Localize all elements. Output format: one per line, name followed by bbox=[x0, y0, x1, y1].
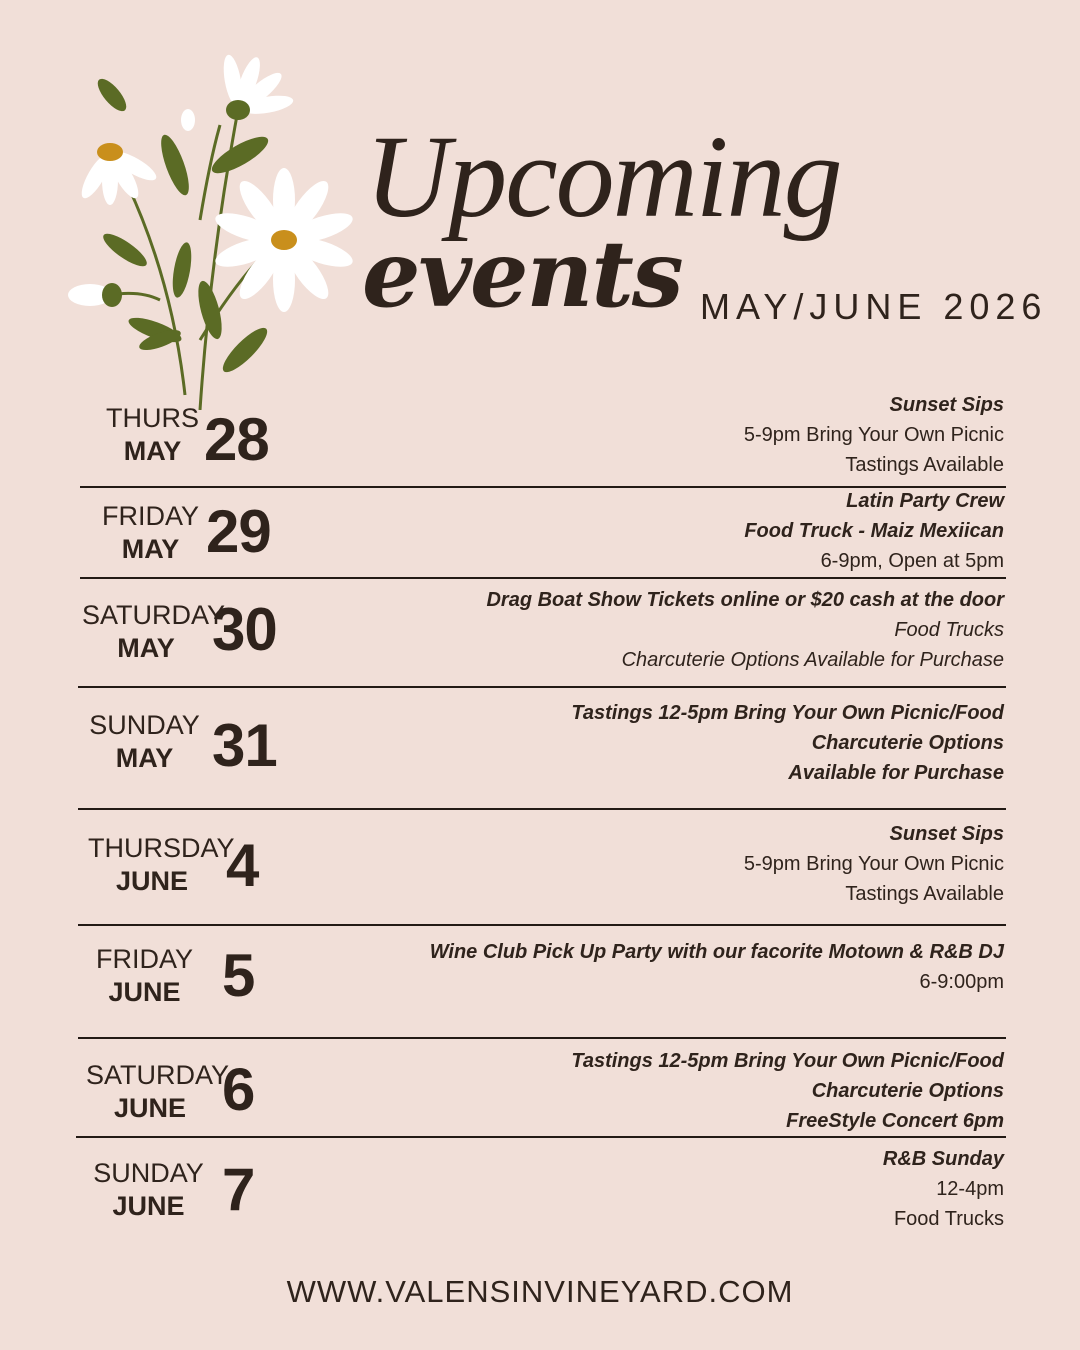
event-month: JUNE bbox=[115, 866, 189, 896]
event-month: MAY bbox=[121, 534, 180, 564]
event-date-number: 28 bbox=[204, 406, 269, 473]
event-weekday: SATURDAY bbox=[86, 1060, 230, 1090]
event-date-number: 30 bbox=[212, 596, 277, 663]
event-line: 5-9pm Bring Your Own Picnic bbox=[743, 853, 1004, 875]
event-details bbox=[486, 585, 1004, 675]
event-details bbox=[571, 1046, 1004, 1136]
event-line: Latin Party Crew bbox=[846, 490, 1004, 512]
event-line: Sunset Sips bbox=[889, 394, 1004, 416]
event-weekday: THURSDAY bbox=[88, 833, 235, 863]
event-details bbox=[744, 819, 1004, 909]
event-date-number: 5 bbox=[222, 942, 255, 1009]
event-details bbox=[430, 937, 1004, 997]
event-date-number: 7 bbox=[222, 1156, 255, 1223]
event-day bbox=[86, 1157, 211, 1223]
event-details bbox=[571, 698, 1004, 788]
event-details bbox=[883, 1144, 1004, 1234]
event-details bbox=[744, 390, 1004, 480]
event-date-number: 29 bbox=[206, 498, 271, 565]
event-line: Food Trucks bbox=[893, 1208, 1004, 1230]
event-day bbox=[86, 1059, 230, 1125]
divider bbox=[78, 924, 1006, 926]
event-line: Tastings Available bbox=[845, 454, 1004, 476]
divider bbox=[80, 577, 1006, 579]
event-weekday: SUNDAY bbox=[89, 710, 200, 740]
event-day bbox=[82, 943, 207, 1009]
event-weekday: THURS bbox=[106, 403, 199, 433]
event-day bbox=[88, 500, 213, 566]
event-weekday: SATURDAY bbox=[82, 600, 226, 630]
event-weekday: FRIDAY bbox=[101, 501, 199, 531]
event-day bbox=[82, 709, 207, 775]
date-range-subtitle: MAY/JUNE 2026 bbox=[700, 286, 1048, 327]
event-line: Sunset Sips bbox=[889, 823, 1004, 845]
event-line: R&B Sunday bbox=[882, 1148, 1004, 1170]
event-line: Tastings Available bbox=[845, 883, 1004, 905]
event-weekday: FRIDAY bbox=[95, 944, 193, 974]
event-line: Charcuterie Options bbox=[811, 1080, 1004, 1102]
event-month: JUNE bbox=[108, 977, 181, 1007]
event-line: Drag Boat Show Tickets online or $20 cash at the door bbox=[486, 589, 1004, 611]
event-day bbox=[82, 599, 226, 665]
event-date-number: 4 bbox=[226, 832, 259, 899]
page-title-events: events bbox=[362, 220, 682, 328]
event-month: MAY bbox=[117, 633, 175, 663]
event-line: Charcuterie Options bbox=[811, 732, 1004, 754]
event-month: MAY bbox=[115, 743, 174, 773]
website-link[interactable]: WWW.VALENSINVINEYARD.COM bbox=[286, 1274, 794, 1309]
divider bbox=[78, 808, 1006, 810]
event-line: 6-9pm, Open at 5pm bbox=[820, 550, 1004, 572]
event-month: MAY bbox=[123, 436, 182, 466]
event-line: Food Truck - Maiz Mexiican bbox=[744, 520, 1004, 542]
event-line: Charcuterie Options Available for Purchase bbox=[621, 649, 1004, 671]
event-line: Available for Purchase bbox=[788, 762, 1004, 784]
event-line: Tastings 12-5pm Bring Your Own Picnic/Food bbox=[571, 1050, 1004, 1072]
page-title-upcoming: Upcoming bbox=[365, 111, 841, 242]
event-line: 6-9:00pm bbox=[919, 971, 1004, 993]
event-line: Wine Club Pick Up Party with our facorite Motown & R&B DJ bbox=[429, 941, 1004, 963]
divider bbox=[78, 686, 1006, 688]
event-line: FreeStyle Concert 6pm bbox=[786, 1110, 1004, 1132]
divider bbox=[78, 1037, 1006, 1039]
event-month: JUNE bbox=[113, 1093, 187, 1123]
divider bbox=[76, 1136, 1006, 1138]
event-date-number: 31 bbox=[212, 712, 277, 779]
event-date-number: 6 bbox=[222, 1056, 255, 1123]
event-month: JUNE bbox=[112, 1191, 185, 1221]
event-weekday: SUNDAY bbox=[93, 1158, 204, 1188]
event-line: 5-9pm Bring Your Own Picnic bbox=[743, 424, 1004, 446]
event-line: 12-4pm bbox=[936, 1178, 1004, 1200]
event-day bbox=[90, 402, 215, 468]
daisy-flowers-illustration bbox=[60, 40, 360, 410]
event-day bbox=[88, 832, 235, 898]
event-line: Tastings 12-5pm Bring Your Own Picnic/Food bbox=[571, 702, 1004, 724]
event-details bbox=[744, 486, 1004, 576]
event-line: Food Trucks bbox=[894, 619, 1004, 641]
